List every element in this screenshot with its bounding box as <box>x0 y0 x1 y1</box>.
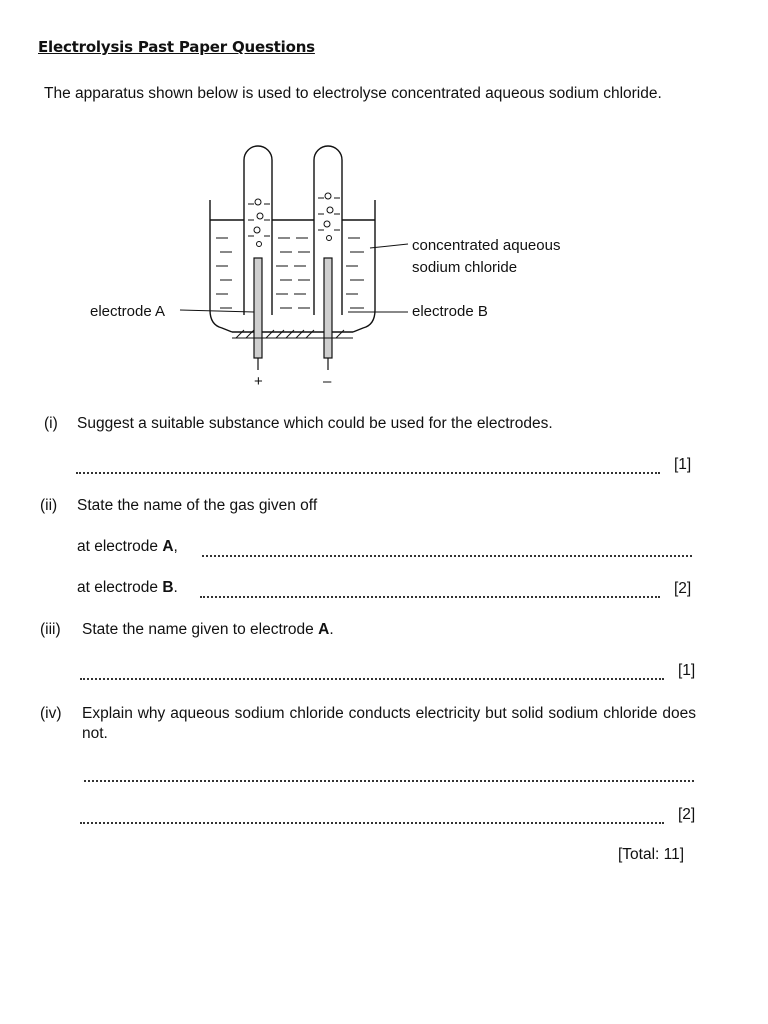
electrode-a-prompt: at electrode A, <box>77 538 178 555</box>
question-number: (iv) <box>40 705 62 722</box>
answer-line-iv-2[interactable] <box>80 822 664 824</box>
mark-iv: [2] <box>678 806 696 823</box>
total-marks: [Total: 11] <box>618 846 685 863</box>
mark-i: [1] <box>674 456 692 473</box>
base-hatch <box>232 330 353 338</box>
page-title: Electrolysis Past Paper Questions <box>38 38 315 56</box>
terminal-negative: – <box>323 373 332 390</box>
label-solution-2: sodium chloride <box>412 259 518 276</box>
question-text: Explain why aqueous sodium chloride conducts electricity but solid sodium chloride does not. <box>82 705 696 742</box>
answer-line-iv-1[interactable] <box>84 780 694 782</box>
intro-text: The apparatus shown below is used to electrolyse concentrated aqueous sodium chloride. <box>44 85 662 102</box>
terminal-positive: + <box>254 373 263 390</box>
mark-iii: [1] <box>678 662 696 679</box>
question-number: (ii) <box>40 497 58 514</box>
answer-line-ii-b[interactable] <box>200 596 660 598</box>
answer-line-iii[interactable] <box>80 678 664 680</box>
question-text: State the name given to electrode A. <box>82 621 334 638</box>
electrode-a <box>254 258 262 358</box>
question-number: (i) <box>44 415 58 432</box>
question-number: (iii) <box>40 621 61 638</box>
electrode-b <box>324 258 332 358</box>
answer-line-ii-a[interactable] <box>202 555 692 557</box>
electrolysis-apparatus-diagram <box>80 140 640 390</box>
label-electrode-b: electrode B <box>412 303 488 320</box>
answer-line-i[interactable] <box>76 472 660 474</box>
label-solution-1: concentrated aqueous <box>412 237 561 254</box>
mark-ii: [2] <box>674 580 692 597</box>
electrode-b-prompt: at electrode B. <box>77 579 178 596</box>
question-text: State the name of the gas given off <box>77 497 318 514</box>
question-text: Suggest a suitable substance which could be used for the electrodes. <box>77 415 553 432</box>
label-electrode-a: electrode A <box>90 303 166 320</box>
